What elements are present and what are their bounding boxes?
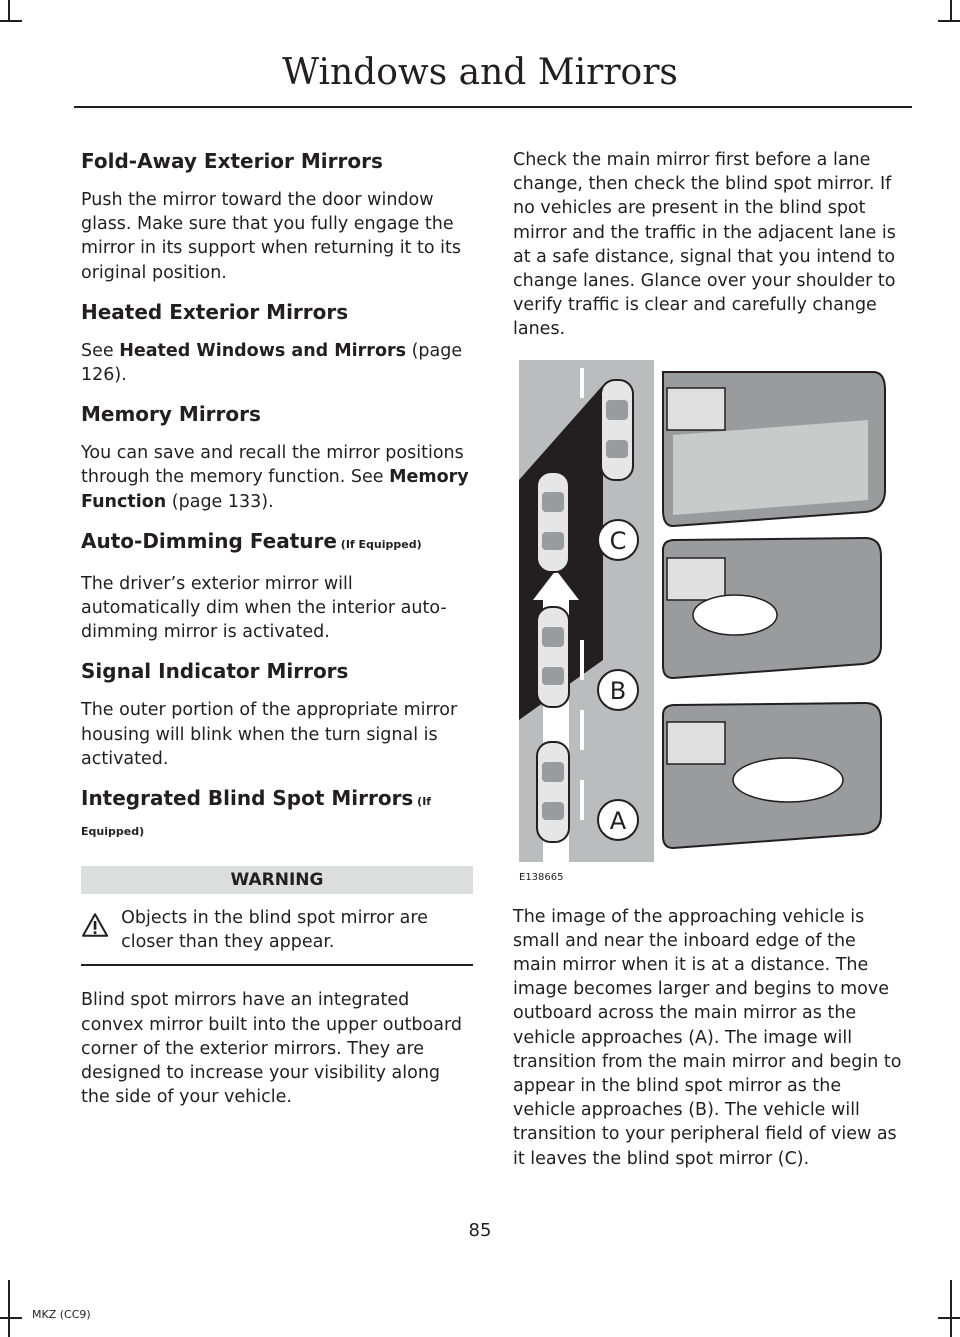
page-number: 85 xyxy=(468,1220,492,1241)
fold-away-heading: Fold-Away Exterior Mirrors xyxy=(81,149,383,173)
heated-link[interactable]: Heated Windows and Mirrors xyxy=(119,340,407,361)
lane-change-text: Check the main mirror first before a lane change, then check the blind spot mirror. If no vehicles are present in the blind spot mirror and the traffic in the adjacent lane is at a safe distance, signal that you intend to change lanes. Glance over your shoulder to verify traffic is clear and carefully change lanes. xyxy=(513,150,896,340)
crop-mark xyxy=(8,1280,10,1337)
crop-mark xyxy=(0,20,22,22)
autodim-heading xyxy=(81,528,473,558)
blind-spot-title: Integrated Blind Spot Mirrors xyxy=(81,786,414,811)
signal-heading: Signal Indicator Mirrors xyxy=(81,659,349,684)
mirror-b xyxy=(663,538,881,678)
figure-code: E138665 xyxy=(519,871,564,883)
warning-label: WARNING xyxy=(81,866,473,894)
autodim-title: Auto-Dimming Feature xyxy=(81,528,337,553)
mirror-a xyxy=(663,703,881,848)
heated-heading: Heated Exterior Mirrors xyxy=(81,299,349,324)
warning-triangle-icon xyxy=(81,906,109,944)
crop-mark xyxy=(950,1280,952,1337)
fold-away-text: Push the mirror toward the door window glass. Make sure that you fully engage the mirror in its support when returning it to its original position. xyxy=(81,190,461,283)
mirror-c xyxy=(663,372,885,526)
footer-code: MKZ (CC9) xyxy=(32,1308,91,1321)
blind-spot-heading xyxy=(81,785,473,845)
memory-text xyxy=(81,441,473,514)
warning-text: Objects in the blind spot mirror are closer than they appear. xyxy=(121,908,428,953)
warning-box xyxy=(81,906,473,966)
page-title: Windows and Mirrors xyxy=(282,52,678,93)
heated-post: (page 126). xyxy=(81,340,463,386)
crop-mark xyxy=(8,0,10,22)
crop-mark xyxy=(938,1317,960,1319)
memory-heading: Memory Mirrors xyxy=(81,402,261,427)
approach-text: The image of the approaching vehicle is small and near the inboard edge of the main mirror when it is at a distance. The image becomes larger and begins to move outboard across the main mirror as the vehicle approaches (A). The image will transition from the main mirror and begin to appear in the blind spot mirror as the vehicle approaches (B). The vehicle will transition to your peripheral field of view as it leaves the blind spot mirror (C). xyxy=(513,906,902,1169)
blind-spot-illustration xyxy=(513,360,893,895)
header-rule xyxy=(74,106,912,108)
blind-spot-diagram xyxy=(513,360,893,895)
car-ahead-icon xyxy=(601,380,633,480)
left-column xyxy=(81,148,473,1123)
label-c: C xyxy=(609,526,627,555)
label-a: A xyxy=(609,806,627,835)
autodim-equipped: (If Equipped) xyxy=(336,537,422,551)
right-column xyxy=(513,148,905,1185)
crop-mark xyxy=(0,1317,22,1319)
blind-spot-text: Blind spot mirrors have an integrated convex mirror built into the upper outboard corner of the exterior mirrors. They are designed to increase your visibility along the side of your vehicle. xyxy=(81,990,462,1108)
blind-spot-equipped: (If Equipped) xyxy=(81,795,432,839)
memory-post: (page 133). xyxy=(166,491,274,512)
autodim-text: The driver’s exterior mirror will automatically dim when the interior auto-dimming mirror is activated. xyxy=(81,573,447,643)
crop-mark xyxy=(950,0,952,22)
heated-pre: See xyxy=(81,340,120,361)
crop-mark xyxy=(938,20,960,22)
label-b: B xyxy=(609,676,627,705)
signal-text: The outer portion of the appropriate mirror housing will blink when the turn signal is activated. xyxy=(81,700,458,769)
memory-link[interactable]: Memory Function xyxy=(81,467,469,512)
memory-pre: You can save and recall the mirror positions through the memory function. See xyxy=(81,443,464,488)
heated-text xyxy=(81,339,473,387)
